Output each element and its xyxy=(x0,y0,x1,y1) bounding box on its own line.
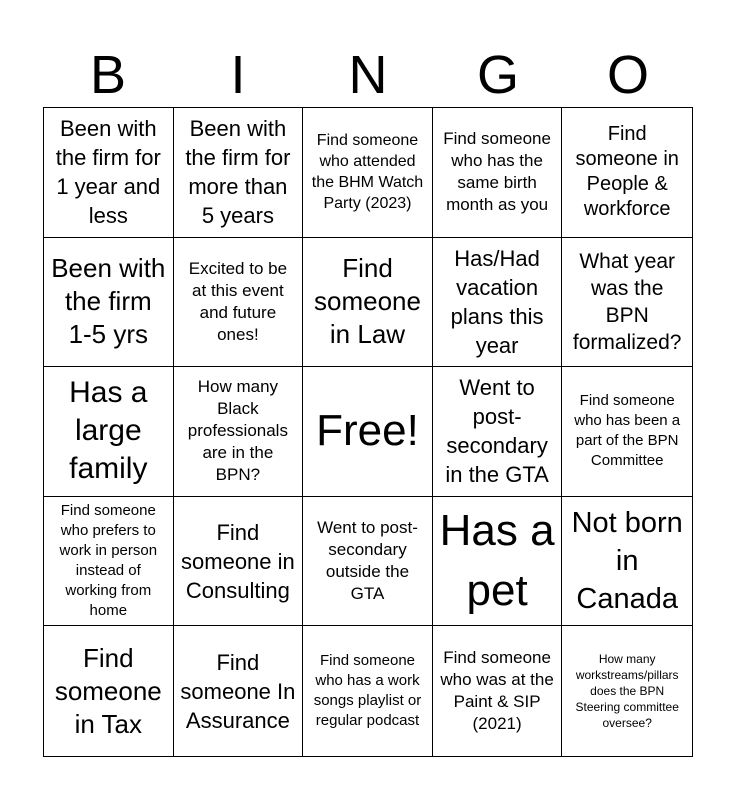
bingo-cell-r5c5[interactable] xyxy=(562,626,692,756)
bingo-cell-r3c3-free[interactable] xyxy=(303,367,433,497)
bingo-cell-r1c2[interactable] xyxy=(174,108,304,238)
bingo-cell-r1c3[interactable] xyxy=(303,108,433,238)
bingo-cell-r2c3[interactable] xyxy=(303,238,433,368)
cell-text: Not born in Canada xyxy=(571,507,683,616)
bingo-cell-r3c2[interactable] xyxy=(174,367,304,497)
bingo-cell-r2c1[interactable] xyxy=(44,238,174,368)
header-letter-o: O xyxy=(606,45,649,105)
bingo-cell-r3c5[interactable] xyxy=(562,367,692,497)
cell-text: Find someone who has the same birth month as you xyxy=(443,129,551,215)
bingo-cell-r3c4[interactable] xyxy=(433,367,563,497)
bingo-cell-r5c4[interactable] xyxy=(433,626,563,756)
cell-text: Been with the firm 1-5 yrs xyxy=(51,253,166,350)
cell-text: Find someone In Assurance xyxy=(180,649,296,733)
header-letter-i: I xyxy=(230,45,246,105)
bingo-cell-r4c4[interactable] xyxy=(433,497,563,627)
cell-text: How many workstreams/pillars does the BPN Steering committee oversee? xyxy=(575,652,679,731)
bingo-cell-r2c4[interactable] xyxy=(433,238,563,368)
cell-text: Excited to be at this event and future ones! xyxy=(188,258,288,344)
bingo-cell-r5c3[interactable] xyxy=(303,626,433,756)
bingo-cell-r2c5[interactable] xyxy=(562,238,692,368)
cell-text: Find someone in Consulting xyxy=(181,519,295,603)
cell-text: Went to post-secondary outside the GTA xyxy=(317,518,418,604)
bingo-cell-r5c2[interactable] xyxy=(174,626,304,756)
header-letter-b: B xyxy=(89,45,127,105)
cell-text: Has a large family xyxy=(69,376,148,486)
cell-text: Find someone in Tax xyxy=(54,642,162,739)
bingo-cell-r4c5[interactable] xyxy=(562,497,692,627)
cell-text: Has a pet xyxy=(439,506,555,616)
cell-text: What year was the BPN formalized? xyxy=(572,249,682,354)
bingo-board xyxy=(43,107,693,757)
cell-text: Went to post-secondary in the GTA xyxy=(445,375,549,488)
cell-text: Find someone who attended the BHM Watch Party (2023) xyxy=(311,132,424,213)
cell-text: Been with the firm for 1 year and less xyxy=(55,116,161,229)
cell-text: How many Black professionals are in the BPN? xyxy=(187,377,288,485)
cell-text: Find someone in Law xyxy=(314,253,421,350)
bingo-cell-r1c5[interactable] xyxy=(562,108,692,238)
cell-text: Find someone in People & workforce xyxy=(575,123,679,221)
header-letter-g: G xyxy=(476,45,519,105)
free-space-text: Free! xyxy=(316,406,419,456)
bingo-cell-r1c1[interactable] xyxy=(44,108,174,238)
bingo-cell-r1c4[interactable] xyxy=(433,108,563,238)
bingo-cell-r2c2[interactable] xyxy=(174,238,304,368)
bingo-cell-r3c1[interactable] xyxy=(44,367,174,497)
header-letter-n: N xyxy=(348,45,388,105)
cell-text: Has/Had vacation plans this year xyxy=(450,245,544,358)
cell-text: Find someone who prefers to work in person instead of working from home xyxy=(59,502,158,620)
bingo-cell-r5c1[interactable] xyxy=(44,626,174,756)
cell-text: Find someone who was at the Paint & SIP (2021) xyxy=(440,648,554,734)
bingo-cell-r4c2[interactable] xyxy=(174,497,304,627)
bingo-header xyxy=(43,44,693,106)
bingo-cell-r4c3[interactable] xyxy=(303,497,433,627)
cell-text: Find someone who has been a part of the BPN Committee xyxy=(574,392,681,470)
bingo-cell-r4c1[interactable] xyxy=(44,497,174,627)
cell-text: Been with the firm for more than 5 years xyxy=(185,116,291,229)
cell-text: Find someone who has a work songs playlist or regular podcast xyxy=(313,652,422,730)
